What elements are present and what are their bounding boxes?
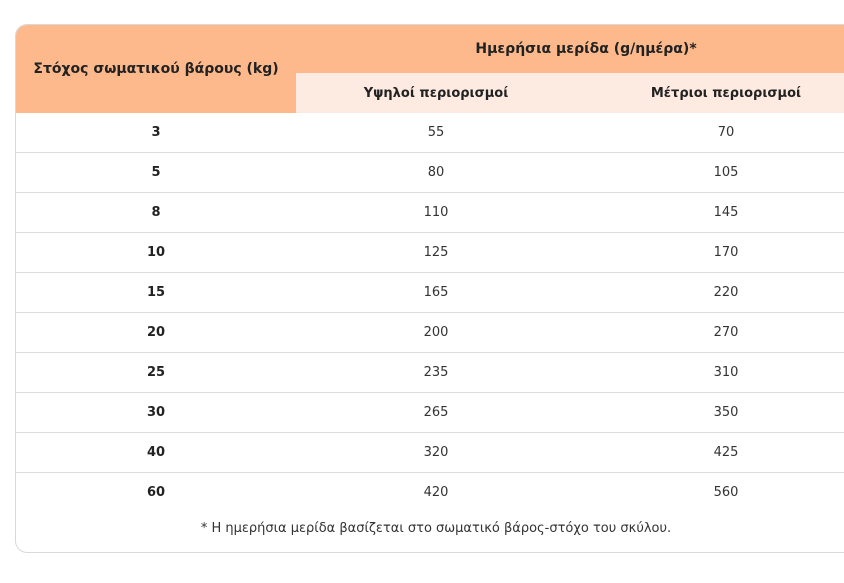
high-restriction-cell: 125 [296,233,576,273]
weight-column-header: Στόχος σωματικού βάρους (kg) [16,25,296,113]
moderate-restriction-cell: 220 [576,273,844,313]
moderate-restriction-cell: 350 [576,393,844,433]
table-row [16,393,844,433]
weight-cell: 25 [16,353,296,393]
high-restriction-cell: 55 [296,113,576,153]
table-row [16,313,844,353]
table-body [16,113,844,512]
weight-cell: 60 [146,485,166,500]
table-row [16,233,844,273]
weight-cell: 40 [16,433,296,473]
feeding-table-card [15,24,844,553]
table-row [16,193,844,233]
weight-cell: 15 [16,273,296,313]
moderate-restriction-cell: 170 [576,233,844,273]
moderate-restriction-cell: 145 [576,193,844,233]
daily-portion-header: Ημερήσια μερίδα (g/ημέρα)* [296,25,844,73]
table-row [16,473,844,513]
high-restriction-cell: 235 [296,353,576,393]
table-row [16,353,844,393]
weight-cell: 10 [16,233,296,273]
high-restriction-cell: 420 [423,485,449,500]
table-row [16,433,844,473]
footnote: * Η ημερήσια μερίδα βασίζεται στο σωματικό βάρος-στόχο του σκύλου. [200,521,672,536]
weight-cell: 8 [16,193,296,233]
high-restriction-cell: 200 [296,313,576,353]
weight-cell: 5 [16,153,296,193]
weight-cell: 3 [16,113,296,153]
high-restriction-cell: 265 [296,393,576,433]
high-restriction-cell: 320 [296,433,576,473]
feeding-table [16,25,844,512]
table-row [16,113,844,153]
weight-cell: 20 [16,313,296,353]
high-restriction-cell: 110 [296,193,576,233]
high-restriction-cell: 165 [296,273,576,313]
high-restriction-header: Υψηλοί περιορισμοί [296,73,576,113]
table-row [16,153,844,193]
moderate-restriction-cell: 310 [576,353,844,393]
moderate-restriction-cell: 560 [713,485,739,500]
weight-cell: 30 [16,393,296,433]
table-header [16,25,844,113]
high-restriction-cell: 80 [296,153,576,193]
moderate-restriction-cell: 70 [576,113,844,153]
table-row [16,273,844,313]
moderate-restriction-cell: 270 [576,313,844,353]
moderate-restriction-cell: 425 [576,433,844,473]
moderate-restriction-cell: 105 [576,153,844,193]
moderate-restriction-header: Μέτριοι περιορισμοί [576,73,844,113]
